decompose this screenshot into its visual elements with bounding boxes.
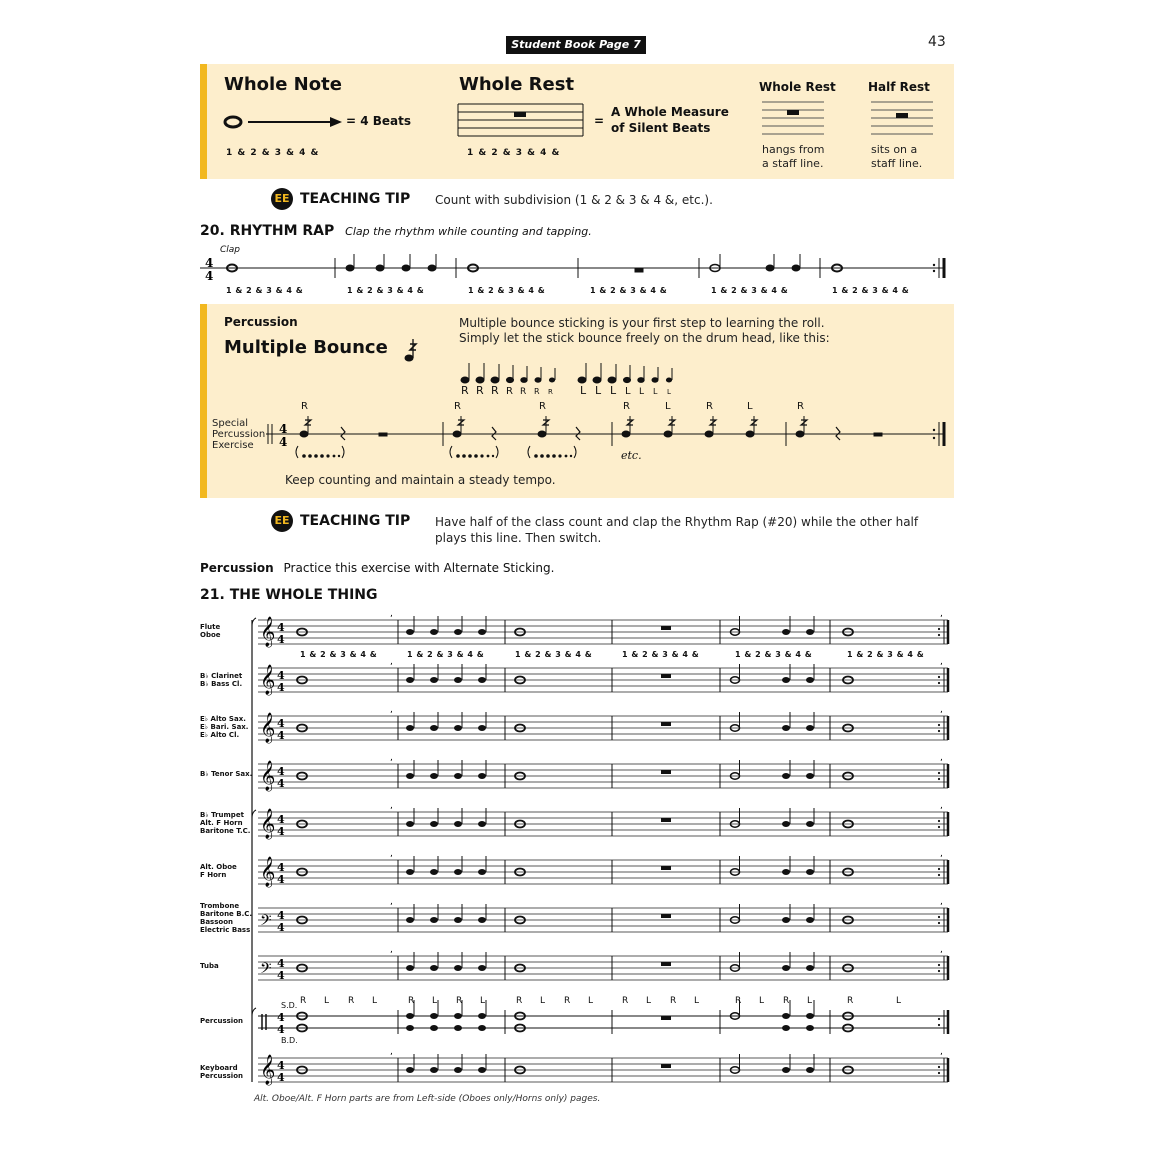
- exercise-20-title: RHYTHM RAP: [229, 223, 335, 239]
- quarter-note: [478, 1025, 486, 1031]
- treble-clef-icon: 𝄞: [260, 665, 276, 695]
- breath-mark: ,: [940, 705, 943, 715]
- quarter-note: [478, 965, 486, 971]
- compare-half-rest-line2: staff line.: [871, 157, 923, 170]
- time-signature-top: 4: [277, 957, 285, 970]
- time-signature-top: 4: [205, 256, 214, 270]
- quarter-note: [406, 773, 414, 779]
- quarter-note: [454, 1025, 462, 1031]
- repeat-dot: [938, 916, 940, 918]
- bass-clef-icon: 𝄢: [260, 960, 272, 981]
- whole-rest: [661, 626, 671, 630]
- time-signature-bottom: 4: [277, 633, 285, 646]
- exercise-21-title: THE WHOLE THING: [229, 587, 378, 603]
- breath-mark: ,: [390, 945, 393, 955]
- breath-mark: ,: [940, 849, 943, 859]
- instrument-label-trumpet: B♭ Trumpet Alt. F Horn Baritone T.C.: [200, 811, 251, 835]
- whole-rest-desc-1: A Whole Measure: [611, 105, 729, 119]
- quarter-note: [478, 917, 486, 923]
- quarter-note: [782, 629, 790, 635]
- repeat-dot: [938, 970, 940, 972]
- percussion-note-label: Percussion: [200, 561, 274, 575]
- instrument-label-tenor-sax: B♭ Tenor Sax.: [200, 770, 253, 778]
- repeat-dot: [938, 922, 940, 924]
- quarter-note: [806, 1013, 814, 1019]
- instrument-label-oboe-horn: Alt. Oboe F Horn: [200, 863, 237, 879]
- score-count-3: 1 & 2 & 3 & 4 &: [515, 650, 593, 659]
- svg-text:4: 4: [279, 422, 288, 436]
- time-signature-top: 4: [277, 909, 285, 922]
- time-signature-bottom: 4: [277, 1071, 285, 1084]
- repeat-dot: [938, 1024, 940, 1026]
- teaching-tip-2-line1: Have half of the class count and clap the Rhythm Rap (#20) while the other half: [435, 515, 919, 529]
- quarter-note: [478, 629, 486, 635]
- treble-clef-icon: 𝄞: [260, 1055, 276, 1085]
- time-signature-bottom: 4: [277, 729, 285, 742]
- svg-text:4: 4: [279, 435, 288, 449]
- quarter-note: [406, 917, 414, 923]
- treble-clef-icon: 𝄞: [260, 617, 276, 647]
- quarter-note: [406, 629, 414, 635]
- teaching-tip-text: Count with subdivision (1 & 2 & 3 & 4 &, etc.).: [435, 193, 713, 207]
- repeat-dot: [938, 820, 940, 822]
- score-count-6: 1 & 2 & 3 & 4 &: [847, 650, 925, 659]
- time-signature-top: 4: [277, 1059, 285, 1072]
- bass-drum-label: B.D.: [281, 1036, 298, 1045]
- rap-count-6: 1 & 2 & 3 & 4 &: [832, 286, 910, 295]
- rap-count-5: 1 & 2 & 3 & 4 &: [711, 286, 789, 295]
- score-footnote: Alt. Oboe/Alt. F Horn parts are from Left-side (Oboes only/Horns only) pages.: [254, 1094, 601, 1104]
- quarter-note: [406, 1013, 414, 1019]
- compare-half-rest-title: Half Rest: [868, 80, 930, 94]
- time-signature-top: 4: [277, 765, 285, 778]
- repeat-dot: [938, 778, 940, 780]
- percussion-label: Percussion: [224, 315, 298, 329]
- quarter-note: [406, 821, 414, 827]
- breath-mark: ,: [390, 657, 393, 667]
- quarter-note: [782, 965, 790, 971]
- quarter-note: [454, 917, 462, 923]
- student-book-page-badge: Student Book Page 7: [506, 36, 646, 54]
- quarter-note: [782, 869, 790, 875]
- instrument-label-clarinet: B♭ Clarinet B♭ Bass Cl.: [200, 672, 243, 688]
- repeat-dot: [938, 1066, 940, 1068]
- instrument-label-percussion: Percussion: [200, 1017, 243, 1025]
- ee-logo-icon-2: EE: [271, 510, 293, 532]
- breath-mark: ,: [390, 1047, 393, 1057]
- quarter-note: [454, 821, 462, 827]
- breath-mark: ,: [390, 753, 393, 763]
- quarter-note: [454, 677, 462, 683]
- repeat-dot: [938, 772, 940, 774]
- whole-rest-counting: 1 & 2 & 3 & 4 &: [467, 148, 561, 158]
- time-signature-bottom: 4: [277, 681, 285, 694]
- bounce-footer: Keep counting and maintain a steady tempo.: [285, 473, 556, 487]
- compare-whole-rest-line2: a staff line.: [762, 157, 824, 170]
- bounce-sticking-right: R R R R R R R: [461, 384, 553, 397]
- percussion-note-text: Practice this exercise with Alternate Sticking.: [283, 561, 555, 575]
- breath-mark: ,: [390, 705, 393, 715]
- treble-clef-icon: 𝄞: [260, 809, 276, 839]
- whole-rest: [661, 914, 671, 918]
- repeat-dot: [938, 724, 940, 726]
- brass-brace: [252, 810, 256, 818]
- compare-whole-rest-line1: hangs from: [762, 143, 825, 156]
- teaching-tip-label: TEACHING TIP: [300, 191, 411, 207]
- quarter-note: [430, 1025, 438, 1031]
- bass-clef-icon: 𝄢: [260, 912, 272, 933]
- exercise-20-instruction: Clap the rhythm while counting and tapping.: [345, 225, 592, 238]
- snare-drum-label: S.D.: [281, 1001, 298, 1010]
- compare-half-rest-line1: sits on a: [871, 143, 918, 156]
- woodwind-brace: [252, 618, 256, 626]
- whole-rest-equals: =: [594, 114, 605, 128]
- rap-count-4: 1 & 2 & 3 & 4 &: [590, 286, 668, 295]
- time-signature-top: 4: [277, 669, 285, 682]
- time-signature-top: 4: [277, 1011, 285, 1024]
- quarter-note: [430, 965, 438, 971]
- percussion-brace: [252, 1008, 256, 1016]
- etc-label: etc.: [621, 449, 642, 462]
- repeat-dot: [938, 964, 940, 966]
- quarter-note: [782, 917, 790, 923]
- quarter-note: [478, 1013, 486, 1019]
- time-signature-top: 4: [277, 813, 285, 826]
- quarter-note: [782, 821, 790, 827]
- quarter-note: [430, 869, 438, 875]
- special-exercise-label: Special Percussion Exercise: [212, 418, 266, 451]
- breath-mark: ,: [940, 753, 943, 763]
- score-count-1: 1 & 2 & 3 & 4 &: [300, 650, 378, 659]
- rap-count-2: 1 & 2 & 3 & 4 &: [347, 286, 425, 295]
- quarter-note: [430, 917, 438, 923]
- quarter-note: [782, 677, 790, 683]
- bounce-text-1: Multiple bounce sticking is your first step to learning the roll.: [459, 316, 825, 330]
- quarter-note: [454, 773, 462, 779]
- repeat-dot: [938, 874, 940, 876]
- breath-mark: ,: [390, 609, 393, 619]
- exercise-20-number: 20.: [200, 223, 225, 239]
- quarter-note: [454, 725, 462, 731]
- quarter-note: [478, 677, 486, 683]
- time-signature-top: 4: [277, 621, 285, 634]
- quarter-note: [782, 1067, 790, 1073]
- quarter-note: [454, 869, 462, 875]
- quarter-note: [806, 725, 814, 731]
- time-signature-bottom: 4: [277, 921, 285, 934]
- score-count-4: 1 & 2 & 3 & 4 &: [622, 650, 700, 659]
- whole-rest-desc-2: of Silent Beats: [611, 121, 711, 135]
- instrument-label-trombone: Trombone Baritone B.C. Bassoon Electric Bass: [200, 902, 253, 934]
- breath-mark: ,: [390, 849, 393, 859]
- quarter-note: [430, 629, 438, 635]
- score-count-2: 1 & 2 & 3 & 4 &: [407, 650, 485, 659]
- quarter-note: [782, 1013, 790, 1019]
- instrument-label-keyboard: Keyboard Percussion: [200, 1064, 243, 1080]
- breath-mark: ,: [390, 801, 393, 811]
- bounce-text-2: Simply let the stick bounce freely on the drum head, like this:: [459, 331, 830, 345]
- quarter-note: [806, 1067, 814, 1073]
- ee-logo-icon: EE: [271, 188, 293, 210]
- breath-mark: ,: [940, 1047, 943, 1057]
- multiple-bounce-title: Multiple Bounce: [224, 337, 388, 358]
- instrument-label-tuba: Tuba: [200, 962, 219, 970]
- quarter-note: [782, 725, 790, 731]
- quarter-note: [806, 869, 814, 875]
- breath-mark: ,: [940, 945, 943, 955]
- time-signature-top: 4: [277, 861, 285, 874]
- quarter-note: [430, 725, 438, 731]
- quarter-note: [406, 965, 414, 971]
- breath-mark: ,: [390, 897, 393, 907]
- whole-rest: [661, 722, 671, 726]
- quarter-note: [782, 773, 790, 779]
- repeat-dot: [938, 634, 940, 636]
- quarter-note: [406, 1025, 414, 1031]
- whole-note-counting: 1 & 2 & 3 & 4 &: [226, 148, 320, 158]
- treble-clef-icon: 𝄞: [260, 761, 276, 791]
- breath-mark: ,: [940, 801, 943, 811]
- quarter-note: [806, 821, 814, 827]
- whole-rest: [661, 818, 671, 822]
- quarter-note: [406, 677, 414, 683]
- quarter-note: [806, 677, 814, 683]
- exercise-21-number: 21.: [200, 587, 225, 603]
- whole-note-title: Whole Note: [224, 74, 342, 95]
- quarter-note: [454, 629, 462, 635]
- time-signature-bottom: 4: [277, 969, 285, 982]
- breath-mark: ,: [940, 897, 943, 907]
- whole-rest: [661, 962, 671, 966]
- quarter-note: [806, 629, 814, 635]
- quarter-note: [782, 1025, 790, 1031]
- repeat-dot: [938, 628, 940, 630]
- quarter-note: [454, 965, 462, 971]
- quarter-note: [406, 869, 414, 875]
- rap-count-3: 1 & 2 & 3 & 4 &: [468, 286, 546, 295]
- repeat-dot: [938, 676, 940, 678]
- instrument-label-flute: Flute Oboe: [200, 623, 221, 639]
- teaching-tip-2-line2: plays this line. Then switch.: [435, 531, 602, 545]
- bounce-sticking-left: L L L L L L L: [580, 384, 671, 397]
- quarter-note: [430, 1013, 438, 1019]
- time-signature-bottom: 4: [277, 1023, 285, 1036]
- quarter-note: [478, 725, 486, 731]
- teaching-tip-label-2: TEACHING TIP: [300, 513, 411, 529]
- whole-rest: [661, 866, 671, 870]
- whole-rest-title: Whole Rest: [459, 74, 575, 95]
- quarter-note: [430, 821, 438, 827]
- repeat-dot: [938, 730, 940, 732]
- repeat-dot: [938, 1018, 940, 1020]
- quarter-note: [478, 869, 486, 875]
- whole-rest: [661, 1064, 671, 1068]
- rap-count-1: 1 & 2 & 3 & 4 &: [226, 286, 304, 295]
- repeat-dot: [938, 1072, 940, 1074]
- time-signature-bottom: 4: [205, 269, 214, 283]
- breath-mark: ,: [940, 609, 943, 619]
- quarter-note: [806, 917, 814, 923]
- quarter-note: [454, 1067, 462, 1073]
- treble-clef-icon: 𝄞: [260, 857, 276, 887]
- quarter-note: [806, 1025, 814, 1031]
- repeat-dot: [938, 868, 940, 870]
- quarter-note: [478, 821, 486, 827]
- whole-note-equation: = 4 Beats: [346, 114, 412, 128]
- clap-label: Clap: [220, 245, 241, 255]
- whole-rest: [661, 674, 671, 678]
- quarter-note: [806, 965, 814, 971]
- quarter-note: [478, 1067, 486, 1073]
- time-signature-bottom: 4: [277, 873, 285, 886]
- time-signature-bottom: 4: [277, 825, 285, 838]
- quarter-note: [454, 1013, 462, 1019]
- whole-rest: [661, 770, 671, 774]
- quarter-note: [430, 773, 438, 779]
- quarter-note: [406, 1067, 414, 1073]
- treble-clef-icon: 𝄞: [260, 713, 276, 743]
- quarter-note: [430, 1067, 438, 1073]
- time-signature-bottom: 4: [277, 777, 285, 790]
- compare-whole-rest-title: Whole Rest: [759, 80, 836, 94]
- quarter-note: [806, 773, 814, 779]
- time-signature-top: 4: [277, 717, 285, 730]
- repeat-dot: [938, 826, 940, 828]
- score-count-5: 1 & 2 & 3 & 4 &: [735, 650, 813, 659]
- page-number: 43: [928, 34, 946, 50]
- quarter-note: [478, 773, 486, 779]
- quarter-note: [406, 725, 414, 731]
- breath-mark: ,: [940, 657, 943, 667]
- quarter-note: [430, 677, 438, 683]
- repeat-dot: [938, 682, 940, 684]
- instrument-label-alto-sax: E♭ Alto Sax. E♭ Bari. Sax. E♭ Alto Cl.: [200, 715, 249, 739]
- whole-rest: [661, 1016, 671, 1020]
